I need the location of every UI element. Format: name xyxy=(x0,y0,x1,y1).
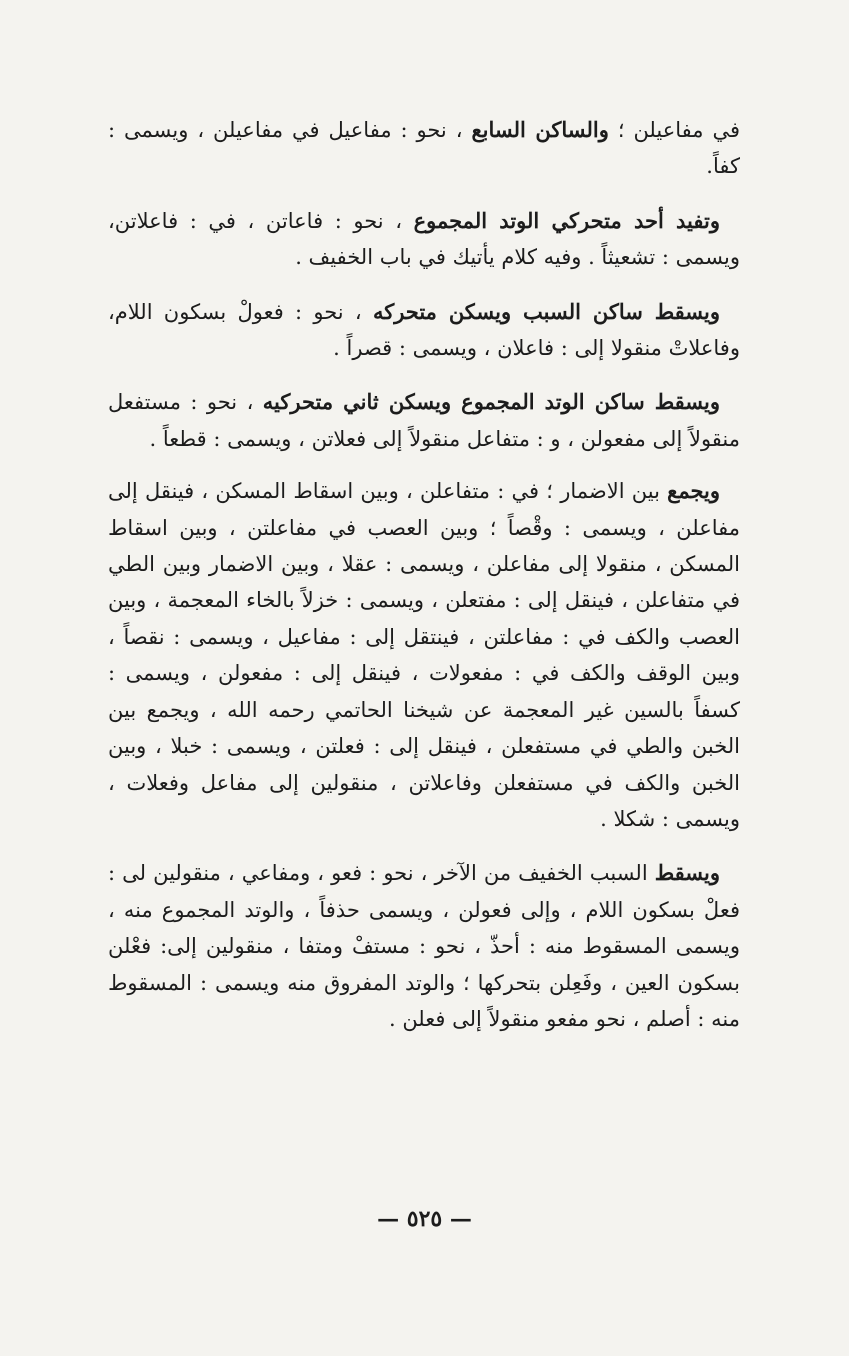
text-segment: ، نحو : فعولْ بسكون اللام، وفاعلاتْ منقولا إلى : فاعلان ، ويسمى : قصراً . xyxy=(108,299,740,361)
page-body xyxy=(108,112,740,1252)
paragraph-6 xyxy=(108,855,740,1037)
text-segment: في مفاعيلن ؛ xyxy=(608,118,740,142)
bold-term: ويجمع xyxy=(667,478,720,504)
text-segment: ، نحو : مفاعيل في مفاعيلن ، ويسمى : كفاً. xyxy=(108,118,740,179)
bold-term: ويسقط ساكن السبب ويسكن متحركه xyxy=(372,298,720,324)
text-segment: السبب الخفيف من الآخر ، نحو : فعو ، ومفاعي ، منقولين لى : فعلْ بسكون اللام ، وإلى فعولن ، ويسمى حذفاً ، والوتد المجموع منه ، ويسمى المسقوط منه : أحذّ ، نحو : مستفْ ومتفا ، منقولين إلى: فعْلن بسكون العين ، وفَعِلن بتحركها ؛ والوتد المفروق منه ويسمى : المسقوط منه : أصلم ، نحو مفعو منقولاً إلى فعلن . xyxy=(108,861,740,1031)
paragraph-1 xyxy=(108,112,740,185)
bold-term: والساكن السابع xyxy=(471,117,609,142)
text-segment: ، نحو : فاعاتن ، في : فاعلاتن، ويسمى : تشعيثاً . وفيه كلام يأتيك في باب الخفيف . xyxy=(108,208,740,270)
paragraph-2 xyxy=(108,203,740,276)
text-segment: ، نحو : مستفعل منقولاً إلى مفعولن ، و : متفاعل منقولاً إلى فعلاتن ، ويسمى : قطعاً . xyxy=(108,390,740,451)
paragraph-4 xyxy=(108,384,740,457)
bold-term: ويسقط ساكن الوتد المجموع ويسكن ثاني متحركيه xyxy=(262,389,721,415)
bold-term: ويسقط xyxy=(654,860,720,886)
page-number: — ٥٢٥ — xyxy=(377,1206,472,1232)
bold-term: وتفيد أحد متحركي الوتد المجموع xyxy=(413,207,720,233)
paragraph-3 xyxy=(108,294,740,367)
text-segment: بين الاضمار ؛ في : متفاعلن ، وبين اسقاط المسكن ، فينقل إلى مفاعلن ، ويسمى : وقْصاً ؛ وبين العصب في مفاعلتن ، وبين اسقاط المسكن ، منقولا إلى مفاعلن ، ويسمى : عقلا ، وبين الاضمار وبين الطي في متفاعلن ، فينقل إلى : مفتعلن ، ويسمى : خزلاً بالخاء المعجمة ، وبين العصب والكف في : مفاعلتن ، فينتقل إلى : مفاعيل ، ويسمى : نقصاً ، وبين الوقف والكف في : مفعولات ، فينقل إلى : مفعولن ، ويسمى : كسفاً بالسين غير المعجمة عن شيخنا الحاتمي رحمه الله ، ويجمع بين الخبن والطي في مستفعلن ، فينقل إلى : فعلتن ، ويسمى : خبلا ، وبين الخبن والكف في مستفعلن وفاعلاتن ، منقولين إلى مفاعل وفعلات ، ويسمى : شكلا . xyxy=(108,479,740,831)
paragraph-5 xyxy=(108,473,740,837)
